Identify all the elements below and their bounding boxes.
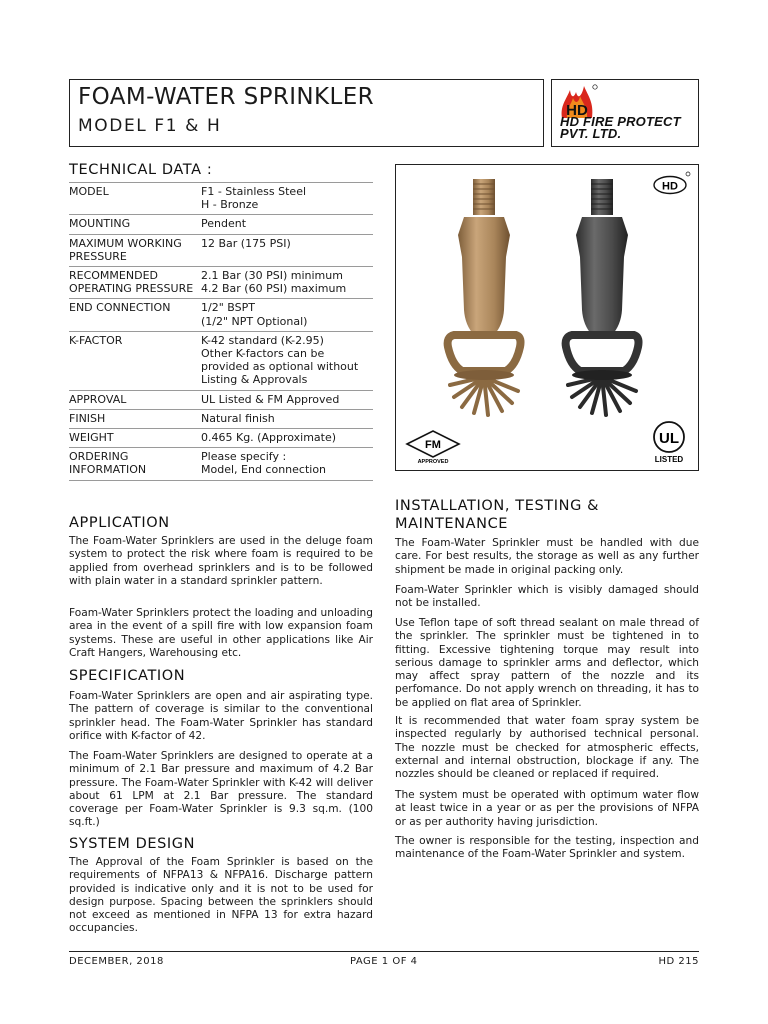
installation-heading-line1: INSTALLATION, TESTING & bbox=[395, 498, 600, 514]
specification-heading: SPECIFICATION bbox=[69, 668, 186, 684]
technical-data-label: APPROVAL bbox=[69, 390, 201, 409]
technical-data-value: 2.1 Bar (30 PSI) minimum 4.2 Bar (60 PSI) maximum bbox=[201, 267, 373, 299]
technical-data-row bbox=[69, 429, 373, 448]
steel-sprinkler bbox=[566, 179, 639, 415]
technical-data-table bbox=[69, 182, 373, 481]
technical-data-label: MAXIMUM WORKING PRESSURE bbox=[69, 234, 201, 266]
technical-data-row bbox=[69, 215, 373, 234]
technical-data-value: F1 - Stainless Steel H - Bronze bbox=[201, 183, 373, 215]
installation-paragraph-3: Use Teflon tape of soft thread sealant on male thread of the sprinkler. The sprinkler must be tightened in to fitting. Excessive tightening torque may result into serious damage to sprinkler arms and deflector, which may affect spray pattern of the nozzle and its perfomance. Do not apply wrench on threading, it has to be applied on flat area of Sprinkler. bbox=[395, 617, 699, 709]
technical-data-label: ORDERING INFORMATION bbox=[69, 448, 201, 480]
system-design-paragraph: The Approval of the Foam Sprinkler is based on the requirements of NFPA13 & NFPA16. Discharge pattern provided is indicative only and it is not to be used for design purpose. Spacing between the sprinklers should not exceed as mentioned in NFPA 13 for extra hazard occupancies. bbox=[69, 856, 373, 935]
footer-document-code: HD 215 bbox=[658, 956, 699, 967]
technical-data-value: Pendent bbox=[201, 215, 373, 234]
installation-paragraph-5: The system must be operated with optimum water flow at least twice in a year or as per the provisions of NFPA or as per authority having jurisdiction. bbox=[395, 789, 699, 828]
technical-data-row bbox=[69, 234, 373, 266]
technical-data-value: 0.465 Kg. (Approximate) bbox=[201, 429, 373, 448]
hd-badge-icon bbox=[654, 172, 690, 194]
svg-text:FM: FM bbox=[425, 439, 441, 451]
technical-data-row bbox=[69, 390, 373, 409]
technical-data-label: MODEL bbox=[69, 183, 201, 215]
company-name-line1: HD FIRE PROTECT bbox=[560, 114, 681, 129]
technical-data-row bbox=[69, 331, 373, 390]
svg-text:UL: UL bbox=[659, 430, 679, 447]
technical-data-label: K-FACTOR bbox=[69, 331, 201, 390]
technical-data-value: Natural finish bbox=[201, 409, 373, 428]
technical-data-label: RECOMMENDED OPERATING PRESSURE bbox=[69, 267, 201, 299]
technical-data-label: MOUNTING bbox=[69, 215, 201, 234]
technical-data-value: 1/2" BSPT (1/2" NPT Optional) bbox=[201, 299, 373, 331]
company-name-line2: PVT. LTD. bbox=[560, 126, 622, 141]
technical-data-label: END CONNECTION bbox=[69, 299, 201, 331]
technical-data-value: 12 Bar (175 PSI) bbox=[201, 234, 373, 266]
technical-data-value: Please specify : Model, End connection bbox=[201, 448, 373, 480]
technical-data-label: FINISH bbox=[69, 409, 201, 428]
installation-paragraph-6: The owner is responsible for the testing, inspection and maintenance of the Foam-Water Sprinkler and system. bbox=[395, 835, 699, 861]
footer-date: DECEMBER, 2018 bbox=[69, 956, 164, 967]
system-design-heading: SYSTEM DESIGN bbox=[69, 836, 196, 852]
technical-data-row bbox=[69, 299, 373, 331]
technical-data-row bbox=[69, 448, 373, 480]
svg-text:LISTED: LISTED bbox=[654, 455, 684, 464]
technical-data-value: UL Listed & FM Approved bbox=[201, 390, 373, 409]
ul-listed-icon bbox=[654, 422, 684, 464]
technical-data-heading: TECHNICAL DATA : bbox=[69, 162, 213, 178]
product-image bbox=[395, 164, 699, 471]
application-paragraph-1: The Foam-Water Sprinklers are used in the deluge foam system to protect the risk where foam is required to be applied from overhead sprinklers and is to be followed with plain water in a standard sprinkler pattern. bbox=[69, 535, 373, 587]
svg-text:HD: HD bbox=[566, 102, 588, 119]
installation-heading bbox=[395, 497, 599, 533]
application-heading: APPLICATION bbox=[69, 515, 170, 531]
bronze-sprinkler bbox=[448, 179, 521, 415]
document-subtitle: MODEL F1 & H bbox=[78, 116, 222, 136]
installation-paragraph-1: The Foam-Water Sprinkler must be handled with due care. For best results, the storage as well as any further shipment be made in original packing only. bbox=[395, 537, 699, 576]
footer-divider bbox=[69, 951, 699, 952]
installation-heading-line2: MAINTENANCE bbox=[395, 516, 509, 532]
installation-paragraph-2: Foam-Water Sprinkler which is visibly damaged should not be installed. bbox=[395, 584, 699, 610]
fm-approved-icon bbox=[407, 431, 459, 465]
svg-text:APPROVED: APPROVED bbox=[417, 459, 449, 465]
installation-paragraph-4: It is recommended that water foam spray system be inspected regularly by authorised technical personal. The nozzle must be checked for atmospheric effects, external and internal obstruction, blockage if any. The nozzles should be cleaned or replaced if required. bbox=[395, 715, 699, 781]
technical-data-row bbox=[69, 267, 373, 299]
specification-paragraph-2: The Foam-Water Sprinklers are designed to operate at a minimum of 2.1 Bar pressure and maximum of 4.2 Bar pressure. The Foam-Water Sprinkler with K-42 will deliver about 61 LPM at 2.1 Bar pressure. The standard coverage per Foam-Water Sprinkler is 9.3 sq.m. (100 sq.ft.) bbox=[69, 750, 373, 829]
technical-data-row bbox=[69, 409, 373, 428]
document-title: FOAM-WATER SPRINKLER bbox=[78, 84, 375, 110]
product-photo bbox=[396, 165, 697, 469]
footer-page-number: PAGE 1 OF 4 bbox=[350, 956, 418, 967]
technical-data-value: K-42 standard (K-2.95) Other K-factors can be provided as optional without Listing & Approvals bbox=[201, 331, 373, 390]
technical-data-row bbox=[69, 183, 373, 215]
company-name bbox=[560, 116, 681, 140]
application-paragraph-2: Foam-Water Sprinklers protect the loading and unloading area in the event of a spill fire with low expansion foam systems. These are useful in other applications like Air Craft Hangers, Warehousing etc. bbox=[69, 607, 373, 659]
technical-data-label: WEIGHT bbox=[69, 429, 201, 448]
specification-paragraph-1: Foam-Water Sprinklers are open and air aspirating type. The pattern of coverage is similar to the conventional sprinkler head. The Foam-Water Sprinkler has standard orifice with K-factor of 42. bbox=[69, 690, 373, 742]
svg-text:HD: HD bbox=[662, 180, 678, 193]
